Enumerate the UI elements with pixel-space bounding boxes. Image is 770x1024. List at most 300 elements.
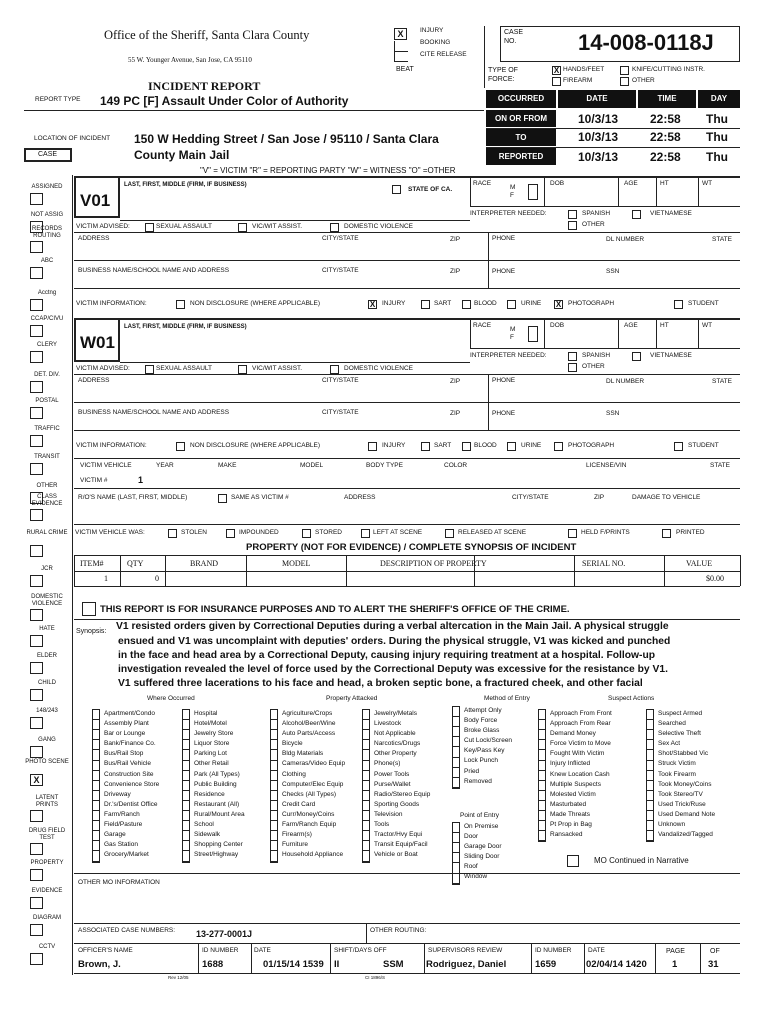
sidebar-checkbox-diagram[interactable] <box>30 924 43 936</box>
w01-address-label: ADDRESS <box>78 377 110 384</box>
w01-vietnamese-checkbox[interactable] <box>632 352 641 361</box>
v01-non-disclosure-label: NON DISCLOSURE (WHERE APPLICABLE) <box>190 300 321 307</box>
v01-dob-label: DOB <box>550 180 565 187</box>
mo-option-sex-act[interactable]: Sex Act <box>658 740 681 748</box>
w01-ht-divider <box>656 318 657 348</box>
mo-option-ransacked[interactable]: Ransacked <box>550 831 583 839</box>
mo-option-searched[interactable]: Searched <box>658 720 686 728</box>
sidebar-checkbox-property[interactable] <box>30 869 43 881</box>
w01-sexual-assault-checkbox[interactable] <box>145 365 154 374</box>
mo-checkbox-rule <box>362 790 370 791</box>
mo-option-school[interactable]: School <box>194 821 214 829</box>
mo-checkbox-rule <box>362 739 370 740</box>
mo-option-auto-parts-access[interactable]: Auto Parts/Access <box>282 730 336 738</box>
mo-option-hotel-motel[interactable]: Hotel/Motel <box>194 720 227 728</box>
sidebar-checkbox-148-243[interactable] <box>30 717 43 729</box>
mo-checkbox-rule <box>362 719 370 720</box>
mo-option-masturbated[interactable]: Masturbated <box>550 800 587 808</box>
page-label: PAGE <box>666 948 685 955</box>
mo-option-force-victim-to-move[interactable]: Force Victim to Move <box>550 740 611 748</box>
w01-advised-label: VICTIM ADVISED: <box>76 365 130 372</box>
w01-other-lang-label: OTHER <box>582 363 605 370</box>
sidebar-checkbox-ccap-civu[interactable] <box>30 325 43 337</box>
property-col-divider <box>120 555 121 586</box>
on-or-from-label: ON OR FROM <box>486 110 556 127</box>
other-routing-label: OTHER ROUTING: <box>370 927 427 934</box>
v01-dv-checkbox[interactable] <box>330 223 339 232</box>
mo-option-garage[interactable]: Garage <box>104 831 126 839</box>
mo-option-struck-victim[interactable]: Struck Victim <box>658 760 696 768</box>
mo-checkbox-rule <box>362 770 370 771</box>
v01-ssn-label: SSN <box>606 268 620 275</box>
mo-option-agriculture-crops[interactable]: Agriculture/Crops <box>282 710 333 717</box>
impounded-checkbox[interactable] <box>226 529 235 538</box>
mo-option-checks-all-types[interactable]: Checks (All Types) <box>282 790 337 798</box>
officer-date-label: DATE <box>254 947 271 954</box>
mo-option-phone-s[interactable]: Phone(s) <box>374 760 401 768</box>
w01-urine-checkbox[interactable] <box>507 442 516 451</box>
v01-blood-label: BLOOD <box>474 300 497 307</box>
v01-age-divider <box>618 176 619 206</box>
mo-checkbox-rule <box>92 820 100 821</box>
v01-photograph-checkbox[interactable]: X <box>555 300 562 309</box>
mo-option-computer-elec-equip[interactable]: Computer/Elec Equip <box>282 780 344 788</box>
sidebar-checkbox-elder[interactable] <box>30 662 43 674</box>
property-col-divider <box>246 555 247 586</box>
mo-option-bldg-materials[interactable]: Bldg Materials <box>282 750 324 758</box>
sidebar-checkbox-det-div[interactable] <box>30 381 43 393</box>
stored-checkbox[interactable] <box>302 529 311 538</box>
mo-option-key-pass-key[interactable]: Key/Pass Key <box>464 747 505 755</box>
mo-option-jewelry-store[interactable]: Jewelry Store <box>194 730 234 738</box>
mo-checkbox-rule <box>362 850 370 851</box>
v01-zip-label: ZIP <box>450 236 461 243</box>
mo-option-cameras-video-equip[interactable]: Cameras/Video Equip <box>282 760 346 768</box>
w01-other-lang-checkbox[interactable] <box>568 363 577 372</box>
mo-option-other-property[interactable]: Other Property <box>374 750 417 758</box>
v01-other-lang-checkbox[interactable] <box>568 221 577 230</box>
mo-checkbox-rule <box>92 780 100 781</box>
property-col-divider <box>346 555 347 586</box>
v01-male-label: M <box>510 184 516 191</box>
v01-spanish-checkbox[interactable] <box>568 210 577 219</box>
v01-dl-label: DL NUMBER <box>606 236 645 243</box>
mo-option-cut-lock-screen[interactable]: Cut Lock/Screen <box>464 737 513 745</box>
mo-checkbox-rule <box>182 850 190 851</box>
mo-checkbox-rule <box>452 757 460 758</box>
insurance-checkbox[interactable] <box>82 602 96 616</box>
mo-option-bus-rail-vehicle[interactable]: Bus/Rail Vehicle <box>104 760 151 768</box>
mo-option-curr-money-coins[interactable]: Curr/Money/Coins <box>282 810 335 818</box>
mo-option-molested-victim[interactable]: Molested Victim <box>550 790 596 798</box>
mo-checkbox-rule <box>452 736 460 737</box>
mo-option-convenience-store[interactable]: Convenience Store <box>104 780 160 788</box>
sidebar-checkbox-clery[interactable] <box>30 351 43 363</box>
w01-wt-label: WT <box>702 322 713 329</box>
mo-option-television[interactable]: Television <box>374 810 403 818</box>
mo-option-bar-or-lounge[interactable]: Bar or Lounge <box>104 730 146 738</box>
sidebar-checkbox-class-evidence[interactable] <box>30 509 43 521</box>
mo-checkbox-rule <box>182 861 190 862</box>
sidebar-checkbox-latent-prints[interactable] <box>30 810 43 822</box>
mo-option-other-retail[interactable]: Other Retail <box>194 760 229 768</box>
mo-option-removed[interactable]: Removed <box>464 777 492 785</box>
mo-option-alcohol-beer-wine[interactable]: Alcohol/Beer/Wine <box>282 720 336 728</box>
mo-option-attempt-only[interactable]: Attempt Only <box>464 707 502 714</box>
mo-checkbox-rule <box>270 810 278 811</box>
mo-checkbox-rule <box>270 780 278 781</box>
w01-spanish-checkbox[interactable] <box>568 352 577 361</box>
v01-vic-wit-label: VIC/WIT ASSIST. <box>252 223 303 230</box>
v01-sex-box[interactable] <box>528 184 538 200</box>
v01-race-label: RACE <box>473 180 492 187</box>
held-prints-checkbox[interactable] <box>568 529 577 538</box>
officer-id: 1688 <box>202 959 224 970</box>
mo-option-liquor-store[interactable]: Liquor Store <box>194 740 230 748</box>
mo-option-lock-punch[interactable]: Lock Punch <box>464 757 498 765</box>
ro-address-label: ADDRESS <box>344 494 376 501</box>
w01-injury-checkbox[interactable] <box>368 442 377 451</box>
sidebar-checkbox-gang[interactable] <box>30 746 43 758</box>
mo-option-fought-with-victim[interactable]: Fought With Victim <box>550 750 605 758</box>
v01-wt-label: WT <box>702 180 713 187</box>
sidebar-checkbox-assigned[interactable] <box>30 193 43 205</box>
mo-checkbox-rule <box>538 770 546 771</box>
mo-checkbox-rule <box>182 729 190 730</box>
mo-option-made-threats[interactable]: Made Threats <box>550 810 590 818</box>
mo-checkbox-rule <box>362 861 370 862</box>
mo-checkbox-rule <box>646 780 654 781</box>
mo-option-apartment-condo[interactable]: Apartment/Condo <box>104 710 155 717</box>
mo-option-unknown[interactable]: Unknown <box>658 821 686 829</box>
w01-rule-4 <box>74 402 740 403</box>
mo-checkbox-rule <box>270 719 278 720</box>
v01-code: V01 <box>80 191 111 210</box>
v01-dv-label: DOMESTIC VIOLENCE <box>344 223 413 230</box>
w01-vic-wit-checkbox[interactable] <box>238 365 247 374</box>
supervisor-date: 02/04/14 1420 <box>586 959 647 970</box>
mo-option-took-money-coins[interactable]: Took Money/Coins <box>658 780 712 788</box>
mo-option-park-all-types[interactable]: Park (All Types) <box>194 770 240 778</box>
report-type: 149 PC [F] Assault Under Color of Authority <box>100 94 349 108</box>
sidebar-checkbox-rural-crime[interactable] <box>30 545 43 557</box>
v01-ht-divider <box>656 176 657 206</box>
injury-checkbox[interactable]: X <box>394 28 407 40</box>
sidebar-checkbox-child[interactable] <box>30 689 43 701</box>
mo-checkbox-rule <box>646 790 654 791</box>
mo-option-sidewalk[interactable]: Sidewalk <box>194 831 221 839</box>
mo-option-grocery-market[interactable]: Grocery/Market <box>104 851 149 859</box>
mo-option-bicycle[interactable]: Bicycle <box>282 740 303 748</box>
mo-option-door[interactable]: Door <box>464 833 479 841</box>
v01-other-lang-label: OTHER <box>582 221 605 228</box>
firearm-checkbox[interactable] <box>552 77 561 86</box>
mo-checkbox-rule <box>646 749 654 750</box>
v01-urine-checkbox[interactable] <box>507 300 516 309</box>
w01-business-city-label: CITY/STATE <box>322 409 359 416</box>
mo-option-window[interactable]: Window <box>464 873 488 881</box>
mo-option-garage-door[interactable]: Garage Door <box>464 843 502 851</box>
mo-checkbox-rule <box>182 810 190 811</box>
mo-option-driveway[interactable]: Driveway <box>104 790 131 798</box>
w01-non-disclosure-checkbox[interactable] <box>176 442 185 451</box>
officer-id-label: ID NUMBER <box>202 947 239 954</box>
mo-option-roof[interactable]: Roof <box>464 863 478 871</box>
v01-rule-2 <box>120 220 470 221</box>
mo-continued-checkbox[interactable] <box>567 855 579 867</box>
mo-option-multiple-suspects[interactable]: Multiple Suspects <box>550 780 601 788</box>
mo-option-used-trick-ruse[interactable]: Used Trick/Ruse <box>658 800 706 808</box>
mo-checkbox-rule <box>270 729 278 730</box>
mo-option-residence[interactable]: Residence <box>194 790 225 798</box>
mo-option-household-appliance[interactable]: Household Appliance <box>282 851 344 859</box>
mo-checkbox-rule <box>538 780 546 781</box>
v01-sexual-assault-label: SEXUAL ASSAULT <box>156 223 212 230</box>
sidebar-checkbox-transit[interactable] <box>30 463 43 475</box>
property-attacked-list <box>374 709 430 860</box>
sidebar-label-latent-prints: LATENT PRINTS <box>35 795 59 808</box>
sidebar-label-diagram: DIAGRAM <box>32 915 61 921</box>
mo-checkbox-rule <box>270 850 278 851</box>
location-line1: 150 W Hedding Street / San Jose / 95110 / Santa Clara <box>134 132 439 146</box>
mo-checkbox-rule <box>92 749 100 750</box>
w01-rule-3 <box>74 374 740 375</box>
mo-option-tools[interactable]: Tools <box>374 821 390 829</box>
v01-advised-label: VICTIM ADVISED: <box>76 223 130 230</box>
sidebar-label-records-routing: RECORDS ROUTING <box>31 226 62 239</box>
mo-option-power-tools[interactable]: Power Tools <box>374 770 410 778</box>
property-col-divider <box>74 555 75 586</box>
page-total: 31 <box>708 959 719 970</box>
brand-header: BRAND <box>190 559 219 568</box>
w01-photograph-label: PHOTOGRAPH <box>568 442 615 449</box>
sidebar-label-other: OTHER <box>36 483 58 489</box>
held-prints-label: HELD F/PRINTS <box>581 529 630 536</box>
w01-vietnamese-label: VIETNAMESE <box>650 352 692 359</box>
mo-checkbox-rule <box>270 749 278 750</box>
w01-dv-label: DOMESTIC VIOLENCE <box>344 365 413 372</box>
report-type-label: REPORT TYPE <box>35 96 81 103</box>
mo-option-knew-location-cash[interactable]: Knew Location Cash <box>550 770 610 778</box>
mo-option-on-premise[interactable]: On Premise <box>464 823 499 830</box>
date-header: DATE <box>558 90 636 108</box>
mo-option-parking-lot[interactable]: Parking Lot <box>194 750 227 758</box>
v01-sexual-assault-checkbox[interactable] <box>145 223 154 232</box>
sidebar-label-domestic-violence: DOMESTIC VIOLENCE <box>31 594 63 607</box>
mo-checkbox-rule <box>182 800 190 801</box>
suspect-actions-header: Suspect Actions <box>608 695 655 702</box>
w01-age-divider <box>618 318 619 348</box>
method-entry-list <box>464 706 512 787</box>
mo-option-farm-ranch[interactable]: Farm/Ranch <box>104 810 140 818</box>
w01-race-divider <box>470 318 471 348</box>
mo-option-furniture[interactable]: Furniture <box>282 841 309 849</box>
mo-checkbox-rule <box>92 790 100 791</box>
mo-option-transit-equip-facil[interactable]: Transit Equip/Facil <box>374 841 428 849</box>
mo-option-livestock[interactable]: Livestock <box>374 720 402 728</box>
mo-option-firearm-s[interactable]: Firearm(s) <box>282 831 312 839</box>
w01-race-label: RACE <box>473 322 492 329</box>
mo-option-pried[interactable]: Pried <box>464 767 480 775</box>
sidebar-checkbox-photo-scene[interactable]: X <box>30 774 43 786</box>
v01-state-of-ca-checkbox[interactable] <box>392 185 401 194</box>
mo-option-jewelry-metals[interactable]: Jewelry/Metals <box>374 710 417 717</box>
v01-name-label: LAST, FIRST, MIDDLE (FIRM, IF BUSINESS) <box>124 182 247 188</box>
mo-option-approach-from-rear[interactable]: Approach From Rear <box>550 720 611 728</box>
v01-sart-checkbox[interactable] <box>421 300 430 309</box>
printed-checkbox[interactable] <box>662 529 671 538</box>
case-no-label: CASE NO. <box>504 29 524 45</box>
mo-option-suspect-armed[interactable]: Suspect Armed <box>658 710 703 717</box>
sidebar-checkbox-acctng[interactable] <box>30 299 43 311</box>
mo-option-construction-site[interactable]: Construction Site <box>104 770 154 778</box>
sidebar-checkbox-evidence[interactable] <box>30 897 43 909</box>
same-as-victim-checkbox[interactable] <box>218 494 227 503</box>
mo-option-shot-stabbed-vic[interactable]: Shot/Stabbed Vic <box>658 750 709 758</box>
sidebar-label-transit: TRANSIT <box>34 454 60 460</box>
w01-dv-checkbox[interactable] <box>330 365 339 374</box>
mo-option-selective-theft[interactable]: Selective Theft <box>658 730 701 738</box>
v01-vic-wit-checkbox[interactable] <box>238 223 247 232</box>
mo-option-used-demand-note[interactable]: Used Demand Note <box>658 810 716 818</box>
mo-option-demand-money[interactable]: Demand Money <box>550 730 596 738</box>
stored-label: STORED <box>315 529 342 536</box>
w01-sex-box[interactable] <box>528 326 538 342</box>
v01-non-disclosure-checkbox[interactable] <box>176 300 185 309</box>
printed-label: PRINTED <box>676 529 705 536</box>
mo-option-body-force[interactable]: Body Force <box>464 717 498 725</box>
mo-option-bus-rail-stop[interactable]: Bus/Rail Stop <box>104 750 144 758</box>
mo-option-sporting-goods[interactable]: Sporting Goods <box>374 800 420 808</box>
mo-option-public-building[interactable]: Public Building <box>194 780 237 788</box>
supervisor-id-label: ID NUMBER <box>535 947 572 954</box>
mo-checkbox-rule <box>452 726 460 727</box>
mo-option-sliding-door[interactable]: Sliding Door <box>464 853 500 861</box>
v01-rule-5 <box>74 288 740 289</box>
mo-option-vehicle-or-boat[interactable]: Vehicle or Boat <box>374 851 418 859</box>
mo-option-restaurant-all[interactable]: Restaurant (All) <box>194 800 240 808</box>
mo-option-pt-prop-in-bag[interactable]: Pt Prop in Bag <box>550 821 592 829</box>
mo-checkbox-rule <box>362 760 370 761</box>
hands-feet-label: HANDS/FEET <box>563 66 605 73</box>
v01-age-label: AGE <box>624 180 638 187</box>
report-title: INCIDENT REPORT <box>148 79 261 93</box>
mo-checkbox-rule <box>538 790 546 791</box>
hands-feet-checkbox[interactable]: X <box>553 66 560 75</box>
v01-business-phone-label: PHONE <box>492 268 516 275</box>
mo-option-not-applicable[interactable]: Not Applicable <box>374 730 416 738</box>
mo-option-took-firearm[interactable]: Took Firearm <box>658 770 696 778</box>
mo-checkbox-rule <box>646 800 654 801</box>
v01-injury-label: INJURY <box>382 300 406 307</box>
v01-vietnamese-checkbox[interactable] <box>632 210 641 219</box>
v01-blood-checkbox[interactable] <box>462 300 471 309</box>
serial-header: SERIAL NO. <box>582 559 626 568</box>
mo-checkbox-rule <box>182 840 190 841</box>
stolen-label: STOLEN <box>181 529 207 536</box>
w01-sart-checkbox[interactable] <box>421 442 430 451</box>
sidebar-checkbox-abc[interactable] <box>30 267 43 279</box>
mo-option-rural-mount-area[interactable]: Rural/Mount Area <box>194 810 245 818</box>
sidebar-checkbox-jcr[interactable] <box>30 575 43 587</box>
sidebar-label-det-div: DET. DIV. <box>34 372 60 378</box>
mo-option-tractor-hvy-equi[interactable]: Tractor/Hvy Equi <box>374 831 423 839</box>
mo-option-dr-s-dentist-office[interactable]: Dr.'s/Dentist Office <box>104 800 158 808</box>
mo-option-hospital[interactable]: Hospital <box>194 710 218 717</box>
released-scene-label: RELEASED AT SCENE <box>458 529 527 536</box>
sidebar-checkbox-cctv[interactable] <box>30 953 43 965</box>
sidebar-checkbox-domestic-violence[interactable] <box>30 609 43 621</box>
mo-option-radio-stereo-equip[interactable]: Radio/Stereo Equip <box>374 790 431 798</box>
w01-ht-label: HT <box>660 322 669 329</box>
released-scene-checkbox[interactable] <box>445 529 454 538</box>
v01-student-label: STUDENT <box>688 300 719 307</box>
officer-name: Brown, J. <box>78 959 121 970</box>
mo-option-credit-card[interactable]: Credit Card <box>282 800 316 808</box>
v01-student-checkbox[interactable] <box>674 300 683 309</box>
mo-option-bank-finance-co[interactable]: Bank/Finance Co. <box>104 740 156 748</box>
sidebar-checkbox-drug-field-test[interactable] <box>30 843 43 855</box>
mo-option-assembly-plant[interactable]: Assembly Plant <box>104 720 149 728</box>
mo-option-broke-glass[interactable]: Broke Glass <box>464 727 500 735</box>
mo-option-clothing[interactable]: Clothing <box>282 770 306 778</box>
w01-name-label: LAST, FIRST, MIDDLE (FIRM, IF BUSINESS) <box>124 324 247 330</box>
sidebar-checkbox-traffic[interactable] <box>30 435 43 447</box>
left-scene-label: LEFT AT SCENE <box>373 529 423 536</box>
mo-checkbox-rule <box>182 719 190 720</box>
mo-option-injury-inflicted[interactable]: Injury Inflicted <box>550 760 591 768</box>
mo-checkbox-rule <box>270 800 278 801</box>
license-label: LICENSE/VIN <box>586 462 627 469</box>
synopsis-line-2: ensued and V1 was uncomplaint with deputies' orders. During the physical struggle, V1 was kicked and punched <box>118 636 671 647</box>
sidebar-checkbox-hate[interactable] <box>30 635 43 647</box>
knife-checkbox[interactable] <box>620 66 629 75</box>
mo-option-shopping-center[interactable]: Shopping Center <box>194 841 243 849</box>
stolen-checkbox[interactable] <box>168 529 177 538</box>
sidebar-label-hate: HATE <box>39 626 55 632</box>
left-scene-checkbox[interactable] <box>361 529 370 538</box>
sidebar-checkbox-records-routing[interactable] <box>30 241 43 253</box>
mo-option-street-highway[interactable]: Street/Highway <box>194 851 239 859</box>
w01-top-rule <box>74 318 740 320</box>
sidebar-checkbox-postal[interactable] <box>30 407 43 419</box>
other-force-checkbox[interactable] <box>620 77 629 86</box>
mo-checkbox-rule <box>362 810 370 811</box>
mo-option-farm-ranch-equip[interactable]: Farm/Ranch Equip <box>282 821 337 829</box>
mo-option-vandalized-tagged[interactable]: Vandalized/Tagged <box>658 831 713 839</box>
mo-checkbox-rule <box>182 830 190 831</box>
mo-option-took-stereo-tv[interactable]: Took Stereo/TV <box>658 790 703 798</box>
mo-checkbox-rule <box>92 719 100 720</box>
v01-injury-checkbox[interactable]: X <box>369 300 376 309</box>
mo-option-gas-station[interactable]: Gas Station <box>104 841 138 849</box>
w01-student-checkbox[interactable] <box>674 442 683 451</box>
w01-urine-label: URINE <box>521 442 542 449</box>
booking-label: BOOKING <box>420 39 451 46</box>
w01-blood-checkbox[interactable] <box>462 442 471 451</box>
mo-option-field-pasture[interactable]: Field/Pasture <box>104 821 143 829</box>
location-label: LOCATION OF INCIDENT <box>34 135 111 142</box>
model-header: MODEL <box>282 559 311 568</box>
property-col-divider <box>664 555 665 586</box>
v01-urine-label: URINE <box>521 300 542 307</box>
mo-option-approach-from-front[interactable]: Approach From Front <box>550 710 612 717</box>
mo-option-narcotics-drugs[interactable]: Narcotics/Drugs <box>374 740 421 748</box>
w01-photograph-checkbox[interactable] <box>554 442 563 451</box>
mo-option-purse-wallet[interactable]: Purse/Wallet <box>374 780 411 788</box>
year-label: YEAR <box>156 462 174 469</box>
time-header: TIME <box>638 90 696 108</box>
